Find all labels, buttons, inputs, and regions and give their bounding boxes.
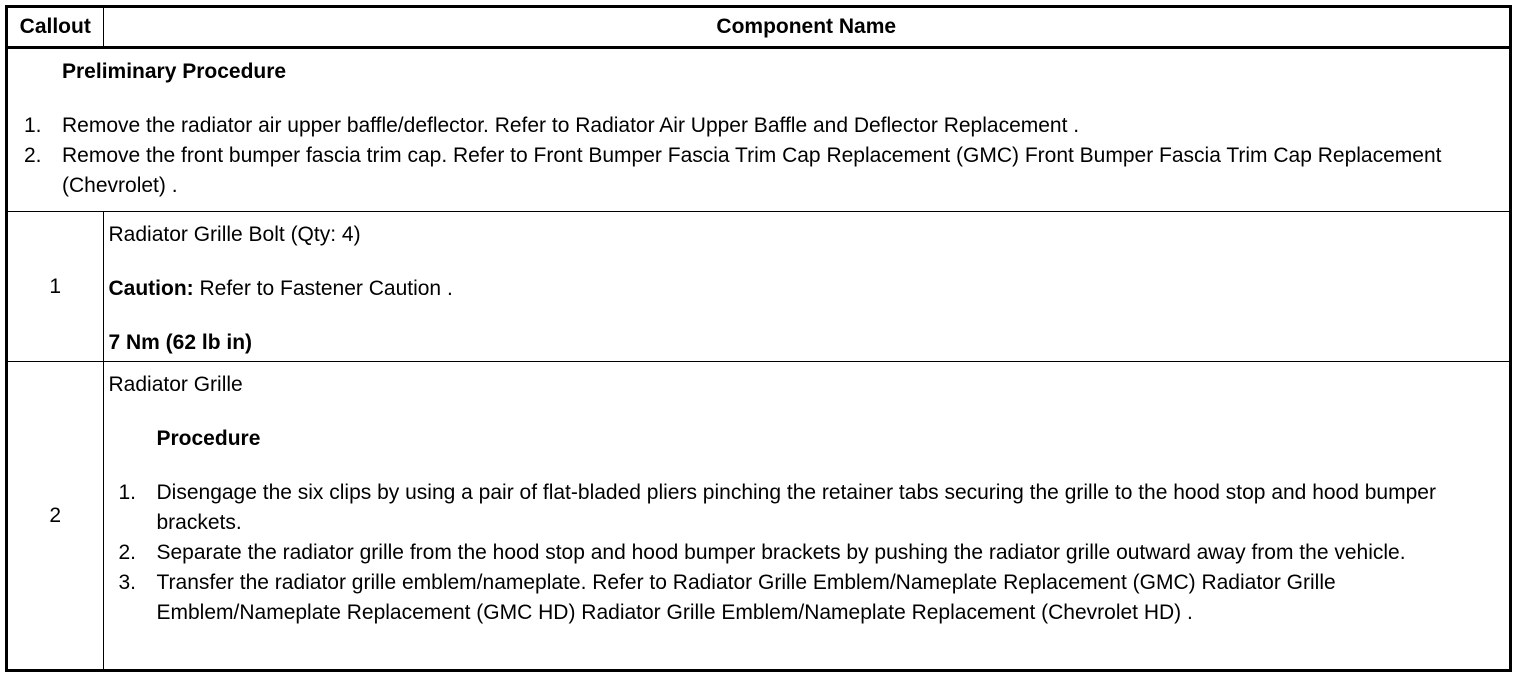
- callout-number: 2: [8, 362, 103, 671]
- step-text: Remove the front bumper fascia trim cap. Refer to Front Bumper Fascia Trim Cap Replacement (GMC) Front Bumper Fascia Trim Cap Replacement (Chevrolet) .: [62, 144, 1442, 197]
- component-cell: [103, 362, 1509, 671]
- preliminary-steps: [8, 111, 1509, 201]
- caution-label: Caution:: [108, 277, 194, 300]
- step-number: 2.: [24, 144, 42, 167]
- procedure-heading: Procedure: [156, 427, 261, 450]
- step-number: 1.: [24, 114, 42, 137]
- table-row: [8, 362, 1509, 671]
- component-cell: [103, 212, 1509, 362]
- procedure-table: [8, 8, 1509, 670]
- step-text: Separate the radiator grille from the hood stop and hood bumper brackets by pushing the radiator grille outward away from the vehicle.: [156, 541, 1406, 564]
- table-row: [8, 212, 1509, 362]
- preliminary-row: [8, 48, 1509, 212]
- step-number: 2.: [118, 541, 137, 564]
- caution-note: [109, 274, 1510, 304]
- procedure-step: [109, 568, 1510, 628]
- caution-text: Refer to Fastener Caution .: [193, 277, 453, 300]
- procedure-steps: [109, 478, 1510, 628]
- preliminary-procedure-heading: Preliminary Procedure: [62, 60, 287, 83]
- torque-spec: 7 Nm (62 lb in): [108, 331, 253, 354]
- step-text: Remove the radiator air upper baffle/deflector. Refer to Radiator Air Upper Baffle and Deflector Replacement .: [62, 114, 1080, 137]
- component-name: Radiator Grille Bolt (Qty: 4): [108, 223, 361, 246]
- step-number: 3.: [118, 571, 137, 594]
- step-number: 1.: [118, 481, 137, 504]
- preliminary-cell: [8, 48, 1509, 212]
- component-name-header: Component Name: [103, 8, 1509, 48]
- procedure-table-frame: [5, 5, 1512, 672]
- callout-number: 1: [8, 212, 103, 362]
- procedure-step: [109, 538, 1510, 568]
- preliminary-step: [8, 141, 1509, 201]
- callout-header: Callout: [8, 8, 103, 48]
- component-name: Radiator Grille: [108, 373, 243, 396]
- procedure-step: [109, 478, 1510, 538]
- step-text: Disengage the six clips by using a pair of flat-bladed pliers pinching the retainer tabs securing the grille to the hood stop and hood bumper brackets.: [156, 481, 1436, 534]
- header-row: [8, 8, 1509, 48]
- preliminary-step: [8, 111, 1509, 141]
- step-text: Transfer the radiator grille emblem/nameplate. Refer to Radiator Grille Emblem/Nameplate Replacement (GMC) Radiator Grille Emblem/Nameplate Replacement (GMC HD) Radiator Grille Emblem/Nameplate Replacement (Chevrolet HD) .: [156, 571, 1336, 624]
